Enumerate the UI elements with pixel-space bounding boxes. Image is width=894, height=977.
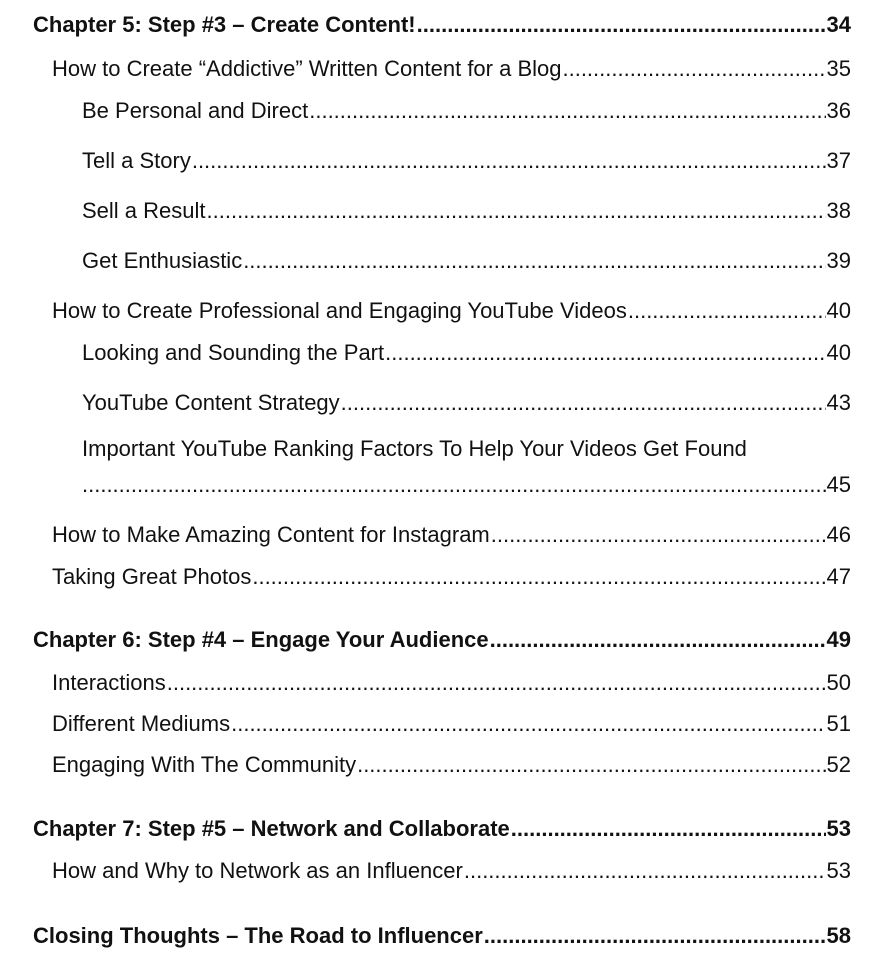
toc-entry-page: 50 xyxy=(826,670,851,695)
toc-entry-chapter-6[interactable] xyxy=(33,623,851,653)
dot-leader xyxy=(417,12,826,38)
toc-entry-get-enthusiastic[interactable] xyxy=(82,244,851,274)
toc-entry-sell-a-result[interactable] xyxy=(82,194,851,224)
toc-entry-chapter-7[interactable] xyxy=(33,812,851,842)
dot-leader xyxy=(628,298,826,324)
toc-entry-page: 51 xyxy=(826,711,851,736)
toc-entry-different-mediums[interactable] xyxy=(52,707,851,737)
toc-entry-title: Closing Thoughts – The Road to Influencer xyxy=(33,923,483,948)
toc-entry-title: How to Make Amazing Content for Instagram xyxy=(52,522,490,547)
dot-leader xyxy=(357,752,825,778)
toc-entry-page: 34 xyxy=(826,12,851,37)
toc-entry-page: 36 xyxy=(826,98,851,123)
toc-entry-page: 35 xyxy=(826,56,851,81)
toc-entry-page: 45 xyxy=(826,472,851,497)
toc-entry-addictive-written-content[interactable] xyxy=(52,52,851,82)
dot-leader xyxy=(309,98,825,124)
toc-entry-title: How to Create “Addictive” Written Content for a Blog xyxy=(52,56,562,81)
toc-entry-title: Looking and Sounding the Part xyxy=(82,340,385,365)
toc-entry-page: 39 xyxy=(826,248,851,273)
toc-entry-title: Sell a Result xyxy=(82,198,206,223)
toc-entry-title: Interactions xyxy=(52,670,166,695)
toc-entry-title: YouTube Content Strategy xyxy=(82,390,340,415)
dot-leader xyxy=(231,711,825,737)
toc-entry-ranking-factors[interactable] xyxy=(82,468,851,498)
toc-entry-title: Chapter 7: Step #5 – Network and Collaborate xyxy=(33,816,510,841)
dot-leader xyxy=(491,522,826,548)
toc-entry-ranking-factors-title[interactable]: Important YouTube Ranking Factors To Help Your Videos Get Found xyxy=(82,436,747,461)
toc-entry-page: 53 xyxy=(826,816,851,841)
toc-entry-interactions[interactable] xyxy=(52,666,851,696)
dot-leader xyxy=(490,627,826,653)
dot-leader xyxy=(562,56,825,82)
dot-leader xyxy=(341,390,826,416)
toc-entry-title: Engaging With The Community xyxy=(52,752,357,777)
dot-leader xyxy=(82,472,826,498)
toc-entry-page: 58 xyxy=(826,923,851,948)
dot-leader xyxy=(207,198,826,224)
dot-leader xyxy=(464,858,826,884)
toc-entry-page: 52 xyxy=(826,752,851,777)
toc-entry-title: Tell a Story xyxy=(82,148,191,173)
dot-leader xyxy=(167,670,826,696)
toc-entry-page: 38 xyxy=(826,198,851,223)
toc-entry-title: Different Mediums xyxy=(52,711,231,736)
toc-entry-closing-thoughts[interactable] xyxy=(33,919,851,949)
toc-entry-youtube-videos[interactable] xyxy=(52,294,851,324)
toc-entry-instagram-content[interactable] xyxy=(52,518,851,548)
toc-entry-chapter-5[interactable] xyxy=(33,8,851,38)
toc-entry-title: Chapter 5: Step #3 – Create Content! xyxy=(33,12,416,37)
dot-leader xyxy=(484,923,826,949)
toc-entry-page: 49 xyxy=(826,627,851,652)
toc-entry-be-personal[interactable] xyxy=(82,94,851,124)
toc-entry-title: Be Personal and Direct xyxy=(82,98,309,123)
toc-entry-title: Chapter 6: Step #4 – Engage Your Audience xyxy=(33,627,489,652)
toc-entry-page: 47 xyxy=(826,564,851,589)
toc-entry-page: 40 xyxy=(826,340,851,365)
toc-entry-page: 43 xyxy=(826,390,851,415)
toc-entry-title: Get Enthusiastic xyxy=(82,248,243,273)
toc-entry-network-influencer[interactable] xyxy=(52,854,851,884)
dot-leader xyxy=(385,340,825,366)
toc-entry-title: How and Why to Network as an Influencer xyxy=(52,858,463,883)
toc-entry-engaging-community[interactable] xyxy=(52,748,851,778)
toc-entry-page: 40 xyxy=(826,298,851,323)
toc-entry-title: How to Create Professional and Engaging YouTube Videos xyxy=(52,298,627,323)
dot-leader xyxy=(243,248,825,274)
toc-entry-page: 53 xyxy=(826,858,851,883)
toc-entry-page: 46 xyxy=(826,522,851,547)
toc-entry-taking-great-photos[interactable] xyxy=(52,560,851,590)
toc-entry-looking-and-sounding[interactable] xyxy=(82,336,851,366)
dot-leader xyxy=(511,816,826,842)
dot-leader xyxy=(192,148,826,174)
toc-entry-youtube-content-strategy[interactable] xyxy=(82,386,851,416)
toc-entry-tell-a-story[interactable] xyxy=(82,144,851,174)
dot-leader xyxy=(252,564,825,590)
toc-entry-page: 37 xyxy=(826,148,851,173)
toc-entry-title: Taking Great Photos xyxy=(52,564,252,589)
